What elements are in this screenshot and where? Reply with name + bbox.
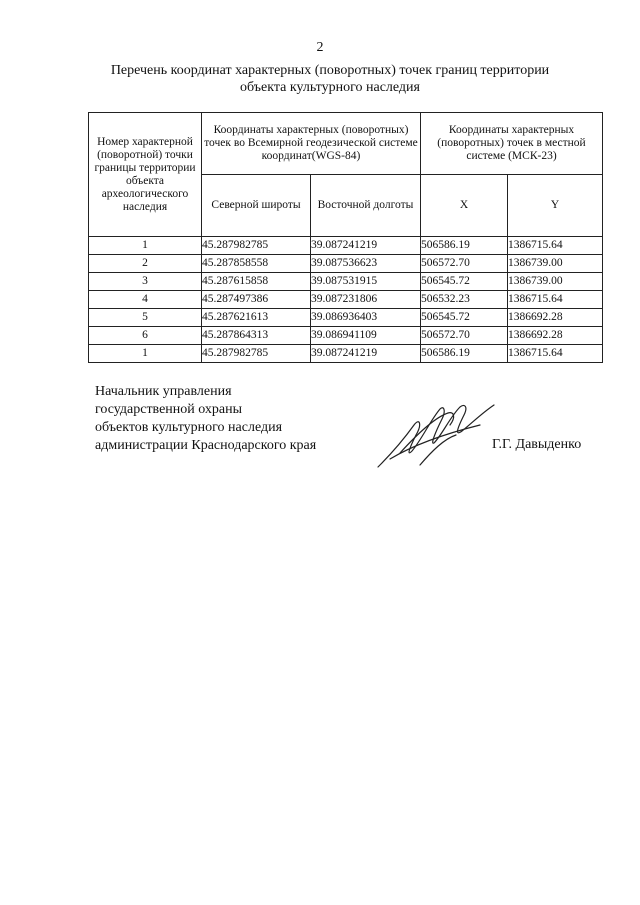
header-latitude: Северной широты [202, 175, 311, 237]
latitude-cell: 45.287982785 [202, 237, 311, 255]
longitude-cell: 39.087536623 [311, 255, 421, 273]
longitude-cell: 39.087531915 [311, 273, 421, 291]
point-number-cell: 1 [89, 345, 202, 363]
point-number-cell: 5 [89, 309, 202, 327]
title-line-1: Перечень координат характерных (поворотных) точек границ территории [110, 63, 550, 78]
longitude-cell: 39.086941109 [311, 327, 421, 345]
y-cell: 1386715.64 [508, 345, 603, 363]
header-point-number: Номер характерной (поворотной) точки границы территории объекта археологического наследия [89, 113, 202, 237]
y-cell: 1386739.00 [508, 273, 603, 291]
point-number-cell: 2 [89, 255, 202, 273]
x-cell: 506545.72 [421, 273, 508, 291]
header-x: X [421, 175, 508, 237]
table-row [89, 273, 603, 291]
latitude-cell: 45.287864313 [202, 327, 311, 345]
y-cell: 1386715.64 [508, 291, 603, 309]
header-y: Y [508, 175, 603, 237]
latitude-cell: 45.287858558 [202, 255, 311, 273]
longitude-cell: 39.087241219 [311, 237, 421, 255]
table-row [89, 345, 603, 363]
x-cell: 506532.23 [421, 291, 508, 309]
x-cell: 506545.72 [421, 309, 508, 327]
longitude-cell: 39.087231806 [311, 291, 421, 309]
header-longitude: Восточной долготы [311, 175, 421, 237]
table-row [89, 237, 603, 255]
point-number-cell: 1 [89, 237, 202, 255]
signatory-name: Г.Г. Давыденко [492, 437, 582, 452]
table-row [89, 327, 603, 345]
latitude-cell: 45.287615858 [202, 273, 311, 291]
handwritten-signature [370, 395, 500, 475]
x-cell: 506572.70 [421, 255, 508, 273]
y-cell: 1386692.28 [508, 327, 603, 345]
x-cell: 506586.19 [421, 345, 508, 363]
y-cell: 1386739.00 [508, 255, 603, 273]
point-number-cell: 3 [89, 273, 202, 291]
x-cell: 506572.70 [421, 327, 508, 345]
title-line-2: объекта культурного наследия [240, 80, 420, 95]
table-row [89, 291, 603, 309]
signer-position-line-1: Начальник управления [95, 384, 232, 399]
latitude-cell: 45.287982785 [202, 345, 311, 363]
latitude-cell: 45.287497386 [202, 291, 311, 309]
latitude-cell: 45.287621613 [202, 309, 311, 327]
header-wgs84-group: Координаты характерных (поворотных) точек во Всемирной геодезической системе координат(WGS-84) [202, 113, 421, 175]
longitude-cell: 39.087241219 [311, 345, 421, 363]
y-cell: 1386715.64 [508, 237, 603, 255]
signer-position-line-3: объектов культурного наследия [95, 420, 283, 435]
point-number-cell: 4 [89, 291, 202, 309]
table-row [89, 309, 603, 327]
page-number: 2 [316, 40, 324, 55]
signer-position-line-4: администрации Краснодарского края [95, 438, 317, 453]
table-body [89, 237, 603, 363]
signer-position-line-2: государственной охраны [95, 402, 243, 417]
y-cell: 1386692.28 [508, 309, 603, 327]
coordinates-table [88, 112, 603, 363]
signature-block-title [95, 383, 316, 455]
document-title [60, 62, 600, 96]
x-cell: 506586.19 [421, 237, 508, 255]
longitude-cell: 39.086936403 [311, 309, 421, 327]
table-row [89, 255, 603, 273]
header-msk23-group: Координаты характерных (поворотных) точек в местной системе (МСК-23) [421, 113, 603, 175]
point-number-cell: 6 [89, 327, 202, 345]
